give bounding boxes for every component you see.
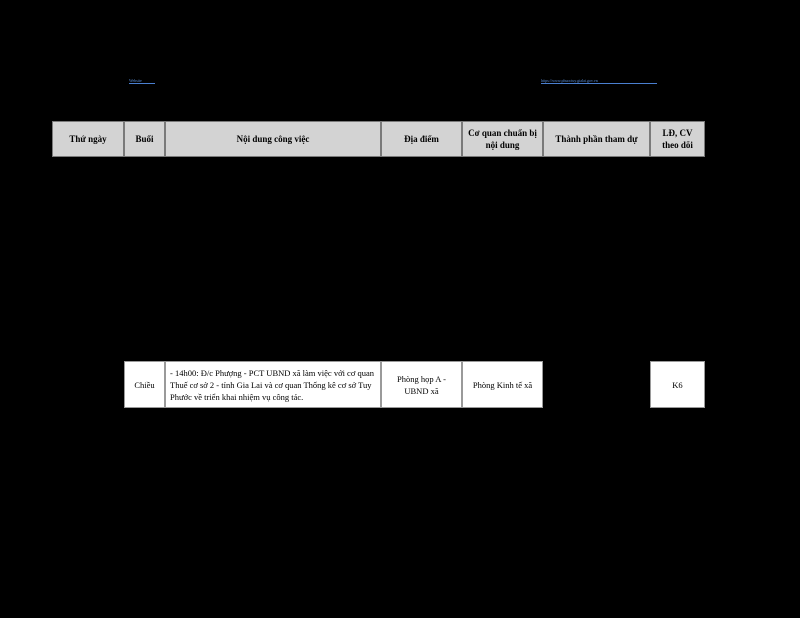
header-participants: Thành phần tham dự <box>543 121 650 157</box>
header-session: Buổi <box>124 121 165 157</box>
row-session: Chiều <box>124 361 165 408</box>
header-day: Thứ ngày <box>52 121 124 157</box>
header-location: Địa điểm <box>381 121 462 157</box>
header-prep-agency: Cơ quan chuẩn bị nội dung <box>462 121 543 157</box>
row-content: - 14h00: Đ/c Phượng - PCT UBND xã làm việc với cơ quan Thuế cơ sở 2 - tỉnh Gia Lai và cơ quan Thống kê cơ sở Tuy Phước về triển khai nhiệm vụ công tác. <box>165 361 381 408</box>
row-location: Phòng họp A - UBND xã <box>381 361 462 408</box>
website-link-left[interactable]: Website <box>129 78 155 84</box>
website-link-right[interactable]: https://www.phuoctuy.gialai.gov.vn <box>541 78 657 84</box>
row-supervisor: K6 <box>650 361 705 408</box>
header-supervisor: LĐ, CV theo dõi <box>650 121 705 157</box>
row-prep-agency: Phòng Kinh tế xã <box>462 361 543 408</box>
header-content: Nội dung công việc <box>165 121 381 157</box>
